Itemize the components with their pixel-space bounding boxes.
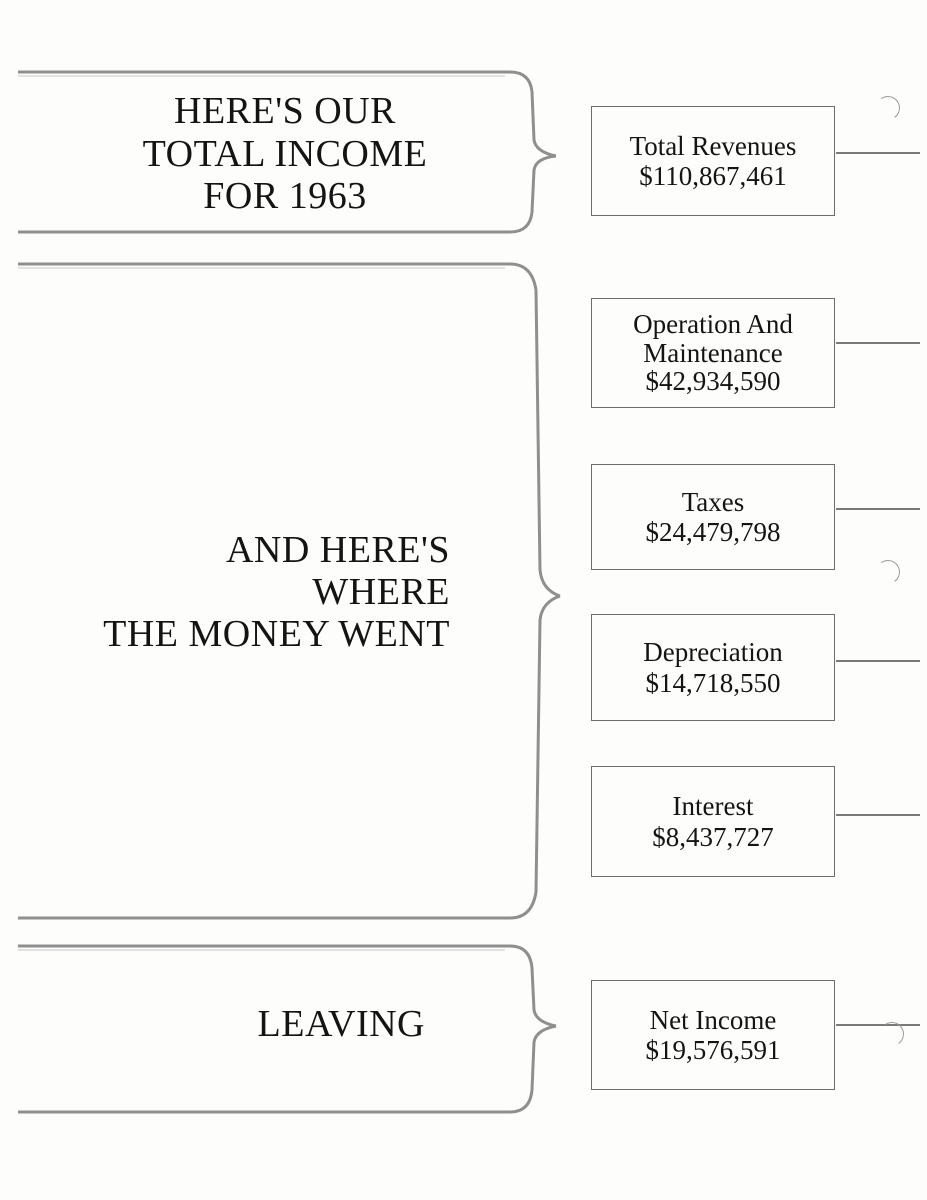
net-income-connector	[836, 1024, 920, 1026]
taxes-amount: $24,479,798	[645, 517, 781, 547]
depreciation-amount: $14,718,550	[645, 667, 781, 698]
income-heading-line-2: TOTAL INCOME	[142, 132, 428, 175]
leaving-heading-line-1: LEAVING	[257, 1003, 425, 1045]
income-heading-line-3: FOR 1963	[203, 175, 367, 218]
depreciation-connector	[836, 660, 920, 662]
expenses-heading	[20, 530, 450, 655]
expenses-heading-line-2: WHERE	[312, 570, 450, 613]
net-income-label: Net Income	[649, 1004, 777, 1035]
operation-maintenance-connector	[836, 342, 920, 344]
total-revenues-label: Total Revenues	[629, 130, 797, 161]
expenses-heading-line-3: THE MONEY WENT	[103, 612, 450, 655]
interest-box	[591, 766, 835, 877]
taxes-label: Taxes	[681, 486, 745, 517]
interest-label: Interest	[672, 791, 754, 821]
depreciation-label: Depreciation	[643, 637, 783, 667]
operation-maintenance-box	[591, 298, 835, 408]
income-heading	[60, 90, 510, 218]
total-revenues-box	[591, 106, 835, 216]
taxes-connector	[836, 508, 920, 510]
operation-maintenance-amount: $42,934,590	[645, 366, 781, 397]
operation-label-line-1: Operation And	[633, 309, 793, 340]
net-income-box	[591, 980, 835, 1090]
depreciation-box	[591, 614, 835, 721]
operation-label-line-2: Maintenance	[643, 337, 783, 368]
total-revenues-amount: $110,867,461	[639, 161, 787, 191]
total-revenues-connector	[836, 152, 920, 154]
interest-connector	[836, 814, 920, 816]
income-heading-line-1: HERE'S OUR	[174, 90, 396, 132]
net-income-amount: $19,576,591	[645, 1035, 781, 1065]
leaving-heading	[20, 1003, 425, 1046]
expenses-heading-line-1: AND HERE'S	[225, 529, 450, 571]
interest-amount: $8,437,727	[652, 821, 774, 852]
taxes-box	[591, 464, 835, 570]
